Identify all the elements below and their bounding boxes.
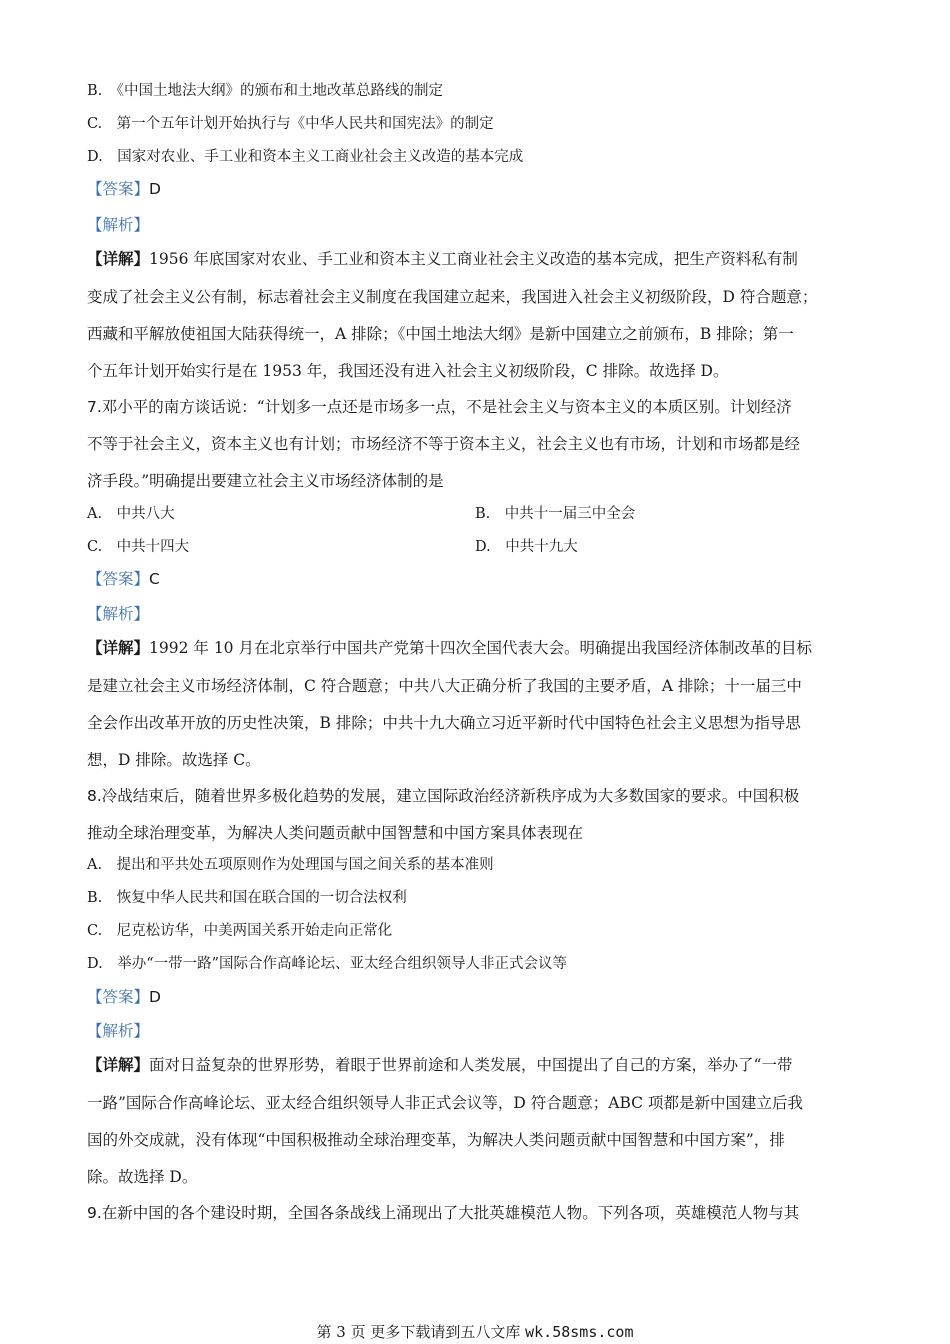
q8-answer: D <box>149 988 161 1006</box>
detail-label: 【详解】 <box>87 1056 150 1074</box>
footer-site-link[interactable]: wk.58sms.com <box>525 1323 634 1341</box>
q7-detail-line-1 <box>87 637 877 659</box>
q8-number: 8. <box>87 787 102 805</box>
q6-detail-line-4: 个五年计划开始实行是在 1953 年，我国还没有进入社会主义初级阶段，C 排除。故选择 D。 <box>87 362 729 380</box>
q7-stem-text-1: 邓小平的南方谈话说：“计划多一点还是市场多一点，不是社会主义与资本主义的本质区别。计划经济 <box>101 398 792 416</box>
analysis-label: 【解析】 <box>87 1022 150 1040</box>
q7-option-d: D. 中共十九大 <box>475 539 578 555</box>
q7-stem-line-2: 不等于社会主义，资本主义也有计划；市场经济不等于资本主义，社会主义也有市场，计划和市场都是经 <box>87 435 801 453</box>
q8-answer-line <box>87 986 877 1008</box>
q7-option-c: C. 中共十四大 <box>87 539 190 555</box>
q8-option-a: A. 提出和平共处五项原则作为处理国与国之间关系的基本准则 <box>87 857 494 873</box>
q8-analysis-line <box>87 1020 877 1042</box>
q8-detail-line-2: 一路”国际合作高峰论坛、亚太经合组织领导人非正式会议等，D 符合题意；ABC 项都是新中国建立后我 <box>87 1094 803 1112</box>
q9-stem-text-1: 在新中国的各个建设时期，全国各条战线上涌现出了大批英雄模范人物。下列各项，英雄模范人物与其 <box>101 1204 800 1222</box>
q6-option-d: D. 国家对农业、手工业和资本主义工商业社会主义改造的基本完成 <box>87 149 524 165</box>
q6-option-c: C. 第一个五年计划开始执行与《中华人民共和国宪法》的制定 <box>87 116 494 132</box>
q7-detail-text-1: 1992 年 10 月在北京举行中国共产党第十四次全国代表大会。明确提出我国经济体制改革的目标 <box>149 639 812 657</box>
q6-detail-text-1: 1956 年底国家对农业、手工业和资本主义工商业社会主义改造的基本完成，把生产资料私有制 <box>149 250 798 268</box>
q8-option-d: D. 举办“一带一路”国际合作高峰论坛、亚太经合组织领导人非正式会议等 <box>87 956 568 972</box>
q6-detail-line-3: 西藏和平解放使祖国大陆获得统一，A 排除；《中国土地法大纲》是新中国建立之前颁布，B 排除；第一 <box>87 325 794 343</box>
q8-stem-line-2: 推动全球治理变革，为解决人类问题贡献中国智慧和中国方案具体表现在 <box>87 824 584 842</box>
q7-number: 7. <box>87 398 102 416</box>
q8-detail-line-1 <box>87 1054 877 1076</box>
detail-label: 【详解】 <box>87 639 150 657</box>
q8-option-b: B. 恢复中华人民共和国在联合国的一切合法权利 <box>87 890 407 906</box>
q8-detail-text-1: 面对日益复杂的世界形势，着眼于世界前途和人类发展，中国提出了自己的方案，举办了“一带 <box>149 1056 793 1074</box>
q8-detail-line-4: 除。故选择 D。 <box>87 1168 198 1186</box>
q9-number: 9. <box>87 1204 102 1222</box>
q7-stem-line-3: 济手段。”明确提出要建立社会主义市场经济体制的是 <box>87 472 444 490</box>
q7-detail-line-2: 是建立社会主义市场经济体制，C 符合题意；中共八大正确分析了我国的主要矛盾，A 排除；十一届三中 <box>87 677 802 695</box>
detail-label: 【详解】 <box>87 250 150 268</box>
q6-answer: D <box>149 180 161 198</box>
q6-answer-line <box>87 178 877 200</box>
q8-option-c: C. 尼克松访华，中美两国关系开始走向正常化 <box>87 923 393 939</box>
q7-answer: C <box>149 570 160 588</box>
q8-stem-text-1: 冷战结束后，随着世界多极化趋势的发展，建立国际政治经济新秩序成为大多数国家的要求。中国积极 <box>101 787 800 805</box>
q7-analysis-line <box>87 603 877 625</box>
q7-option-b: B. 中共十一届三中全会 <box>475 506 636 522</box>
q7-answer-line <box>87 568 877 590</box>
q7-detail-line-4: 想，D 排除。故选择 C。 <box>87 751 261 769</box>
answer-label: 【答案】 <box>87 570 150 588</box>
q7-stem-line-1 <box>87 396 877 418</box>
q8-stem-line-1 <box>87 785 877 807</box>
q9-stem-line-1 <box>87 1202 877 1224</box>
q8-detail-line-3: 国的外交成就，没有体现“中国积极推动全球治理变革，为解决人类问题贡献中国智慧和中国方案”，排 <box>87 1131 785 1149</box>
footer-text: 第 3 页 更多下载请到五八文库 <box>316 1323 526 1341</box>
answer-label: 【答案】 <box>87 180 150 198</box>
q7-detail-line-3: 全会作出改革开放的历史性决策，B 排除；中共十九大确立习近平新时代中国特色社会主义思想为指导思 <box>87 714 801 732</box>
analysis-label: 【解析】 <box>87 216 150 234</box>
answer-label: 【答案】 <box>87 988 150 1006</box>
q6-option-b: B. 《中国土地法大纲》的颁布和土地改革总路线的制定 <box>87 83 444 99</box>
analysis-label: 【解析】 <box>87 605 150 623</box>
q6-detail-line-1 <box>87 248 877 270</box>
q6-analysis-line <box>87 214 877 236</box>
page-footer <box>0 1322 950 1342</box>
q7-option-a: A. 中共八大 <box>87 506 175 522</box>
q6-detail-line-2: 变成了社会主义公有制，标志着社会主义制度在我国建立起来，我国进入社会主义初级阶段，D 符合题意； <box>87 288 818 306</box>
